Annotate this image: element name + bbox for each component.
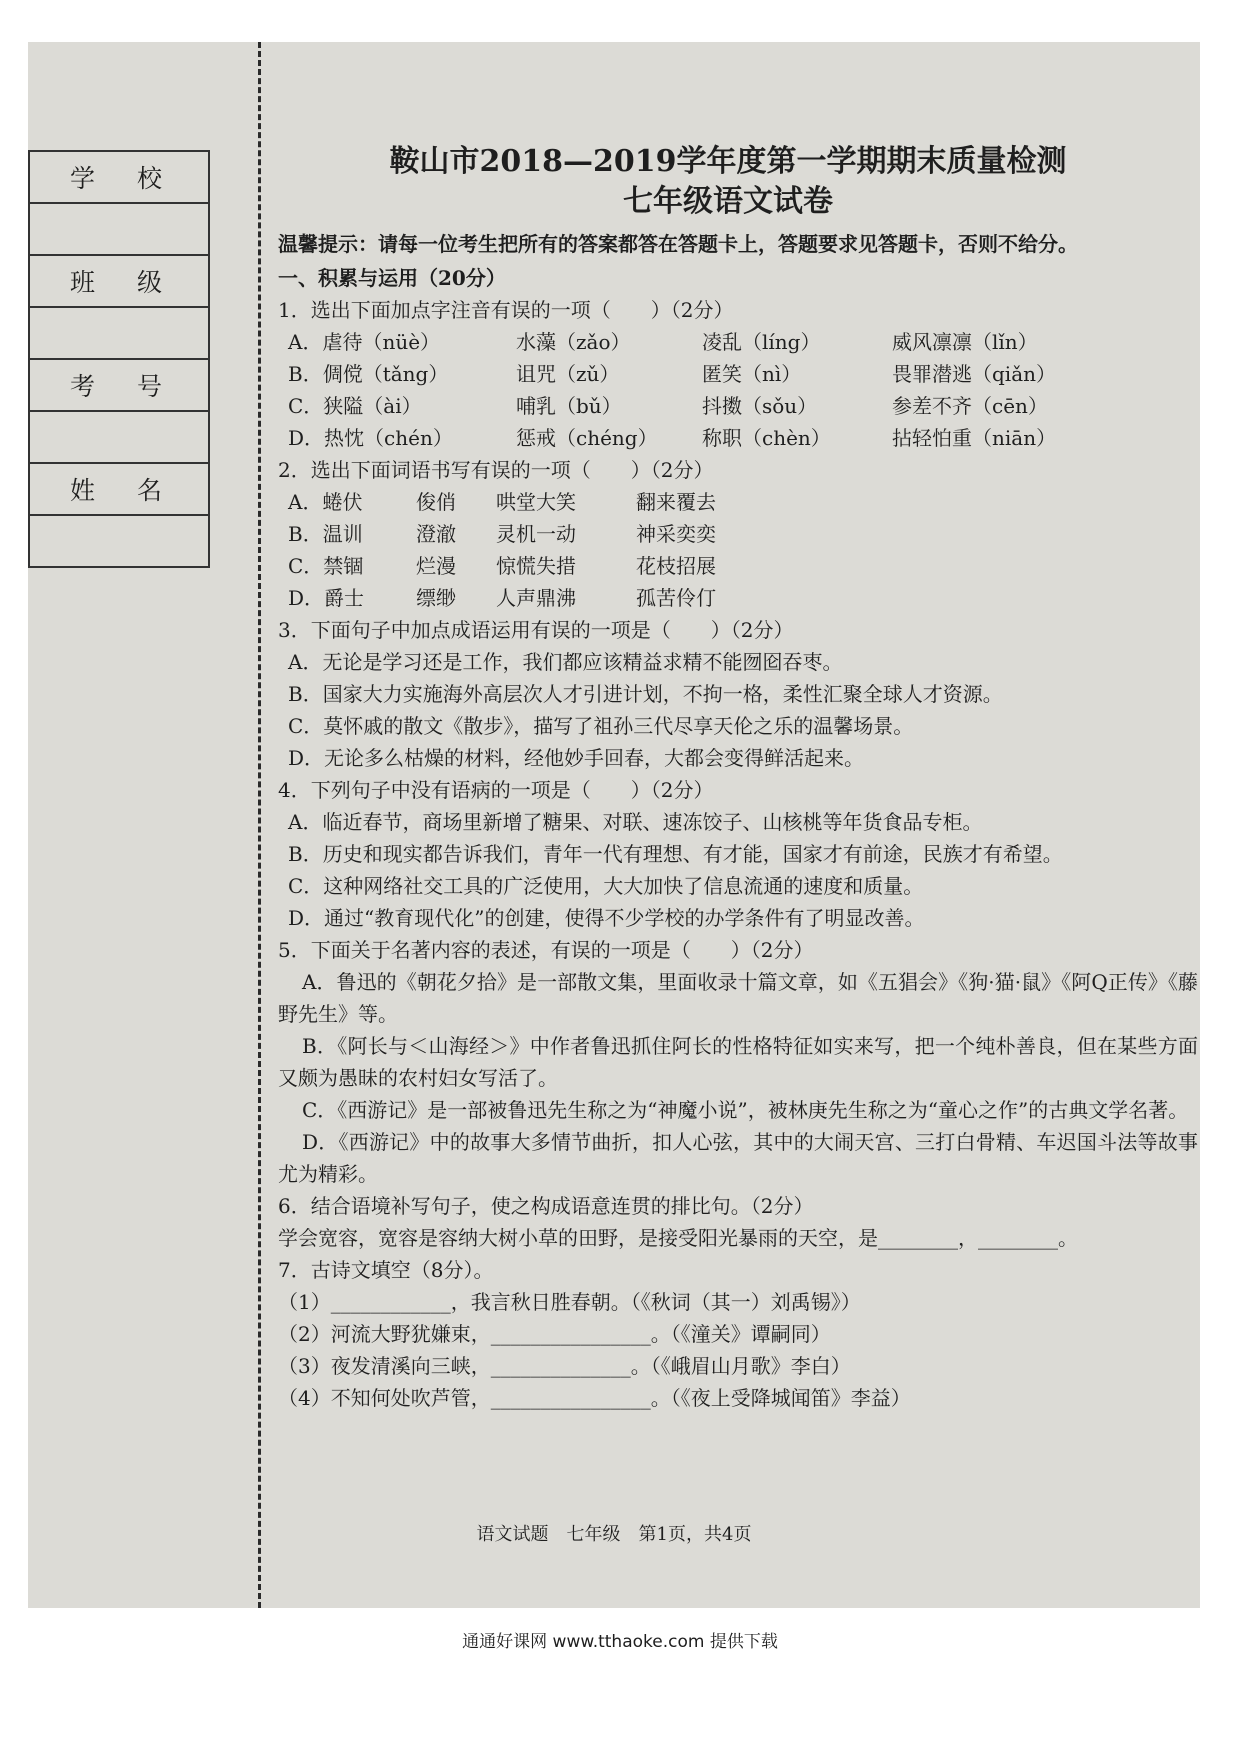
q1-option: 抖擞（sǒu）: [702, 394, 818, 418]
q1-option: D．热忱（chén）: [288, 426, 453, 450]
q3-option: A．无论是学习还是工作，我们都应该精益求精不能囫囵吞枣。: [288, 650, 843, 674]
exam-subtitle: 七年级语文试卷: [623, 184, 833, 219]
q2-stem: 2．选出下面词语书写有误的一项（ ）（2分）: [278, 458, 714, 482]
q1-option: B．倜傥（tǎng）: [288, 362, 449, 386]
q1-option: 畏罪潜逃（qiǎn）: [892, 362, 1057, 386]
q1-option: 诅咒（zǔ）: [516, 362, 620, 386]
download-credit: 通通好课网 www.tthaoke.com 提供下载: [462, 1632, 778, 1652]
q7-stem: 7．古诗文填空（8分）。: [278, 1258, 494, 1282]
warm-tip: 温馨提示：请每一位考生把所有的答案都答在答题卡上，答题要求见答题卡，否则不给分。: [278, 232, 1078, 256]
q1-option: C．狭隘（ài）: [288, 394, 422, 418]
q2-word: 孤苦伶仃: [636, 586, 716, 610]
class-field[interactable]: [29, 307, 209, 359]
q1-option: 拈轻怕重（niān）: [892, 426, 1057, 450]
q4-option: B．历史和现实都告诉我们，青年一代有理想、有才能，国家才有前途，民族才有希望。: [288, 842, 1063, 866]
q2-option-row: [278, 486, 1198, 518]
q2-option-row: [278, 518, 1198, 550]
class-label: 班级: [29, 255, 209, 307]
q4-option: A．临近春节，商场里新增了糖果、对联、速冻饺子、山核桃等年货食品专柜。: [288, 810, 983, 834]
q3-option: B．国家大力实施海外高层次人才引进计划，不拘一格，柔性汇聚全球人才资源。: [288, 682, 1003, 706]
q1-option: 惩戒（chéng）: [516, 426, 658, 450]
q6-text: 学会宽容，宽容是容纳大树小草的田野，是接受阳光暴雨的天空，是________，________。: [278, 1226, 1078, 1250]
q1-option-row: [278, 326, 1198, 358]
q1-option: 水藻（zǎo）: [516, 330, 631, 354]
q1-stem: 1．选出下面加点字注音有误的一项（ ）（2分）: [278, 298, 734, 322]
q2-option-row: [278, 550, 1198, 582]
name-label: 姓名: [29, 463, 209, 515]
q2-word: 俊俏: [416, 490, 456, 514]
q7-item: （4）不知何处吹芦管，________________。（《夜上受降城闻笛》李益）: [278, 1386, 911, 1410]
q2-word: A．蜷伏: [288, 490, 363, 514]
school-field[interactable]: [29, 203, 209, 255]
q3-option: D．无论多么枯燥的材料，经他妙手回春，大都会变得鲜活起来。: [288, 746, 865, 770]
q2-word: B．温训: [288, 522, 363, 546]
q1-option: 凌乱（líng）: [702, 330, 821, 354]
q5-option: A．鲁迅的《朝花夕拾》是一部散文集，里面收录十篇文章，如《五猖会》《狗·猫·鼠》《阿Q正传》《藤野先生》等。: [278, 970, 1198, 1026]
q2-word: 翻来覆去: [636, 490, 716, 514]
exam-content: [278, 142, 1198, 1414]
q2-word: 人声鼎沸: [496, 586, 576, 610]
student-info-table: [28, 150, 210, 568]
section-heading: 一、积累与运用（20分）: [278, 266, 506, 290]
q1-option-row: [278, 390, 1198, 422]
school-label: 学校: [29, 151, 209, 203]
q3-stem: 3．下面句子中加点成语运用有误的一项是（ ）（2分）: [278, 618, 794, 642]
exam-number-label: 考号: [29, 359, 209, 411]
q7-item: （2）河流大野犹嫌束，________________。（《潼关》谭嗣同）: [278, 1322, 831, 1346]
q2-word: 灵机一动: [496, 522, 576, 546]
q1-option-row: [278, 422, 1198, 454]
q1-option: 哺乳（bǔ）: [516, 394, 622, 418]
q1-option: 参差不齐（cēn）: [892, 394, 1048, 418]
q4-option: D．通过“教育现代化”的创建，使得不少学校的办学条件有了明显改善。: [288, 906, 925, 930]
q2-option-row: [278, 582, 1198, 614]
q2-word: 神采奕奕: [636, 522, 716, 546]
q1-option: 称职（chèn）: [702, 426, 831, 450]
name-field[interactable]: [29, 515, 209, 567]
q2-word: 澄澈: [416, 522, 456, 546]
q1-option-row: [278, 358, 1198, 390]
q7-item: （3）夜发清溪向三峡，______________。（《峨眉山月歌》李白）: [278, 1354, 851, 1378]
q2-word: 惊慌失措: [496, 554, 576, 578]
q5-option: D．《西游记》中的故事大多情节曲折，扣人心弦，其中的大闹天宫、三打白骨精、车迟国斗法等故事尤为精彩。: [278, 1130, 1198, 1186]
exam-title: 鞍山市2018—2019学年度第一学期期末质量检测: [389, 144, 1067, 179]
q5-option: C．《西游记》是一部被鲁迅先生称之为“神魔小说”，被林庚先生称之为“童心之作”的古典文学名著。: [302, 1098, 1189, 1122]
q2-word: D．爵士: [288, 586, 365, 610]
fold-line: [258, 42, 261, 1608]
q2-word: C．禁锢: [288, 554, 364, 578]
q3-option: C．莫怀戚的散文《散步》，描写了祖孙三代尽享天伦之乐的温馨场景。: [288, 714, 914, 738]
q2-word: 缥缈: [416, 586, 456, 610]
exam-sheet: [28, 42, 1200, 1608]
q2-word: 哄堂大笑: [496, 490, 576, 514]
q1-option: A．虐待（nüè）: [288, 330, 441, 354]
page-footer: 语文试题 七年级 第1页，共4页: [476, 1524, 752, 1545]
q4-option: C．这种网络社交工具的广泛使用，大大加快了信息流通的速度和质量。: [288, 874, 924, 898]
q4-stem: 4．下列句子中没有语病的一项是（ ）（2分）: [278, 778, 714, 802]
q7-item: （1）____________，我言秋日胜春朝。（《秋词（其一）刘禹锡》）: [278, 1290, 861, 1314]
exam-number-field[interactable]: [29, 411, 209, 463]
q2-word: 花枝招展: [636, 554, 716, 578]
q5-option: B．《阿长与＜山海经＞》中作者鲁迅抓住阿长的性格特征如实来写，把一个纯朴善良，但在某些方面又颇为愚昧的农村妇女写活了。: [278, 1034, 1198, 1090]
q6-stem: 6．结合语境补写句子，使之构成语意连贯的排比句。（2分）: [278, 1194, 814, 1218]
q1-option: 威风凛凛（lǐn）: [892, 330, 1038, 354]
q5-stem: 5．下面关于名著内容的表述，有误的一项是（ ）（2分）: [278, 938, 814, 962]
q2-word: 烂漫: [416, 554, 456, 578]
q1-option: 匿笑（nì）: [702, 362, 802, 386]
